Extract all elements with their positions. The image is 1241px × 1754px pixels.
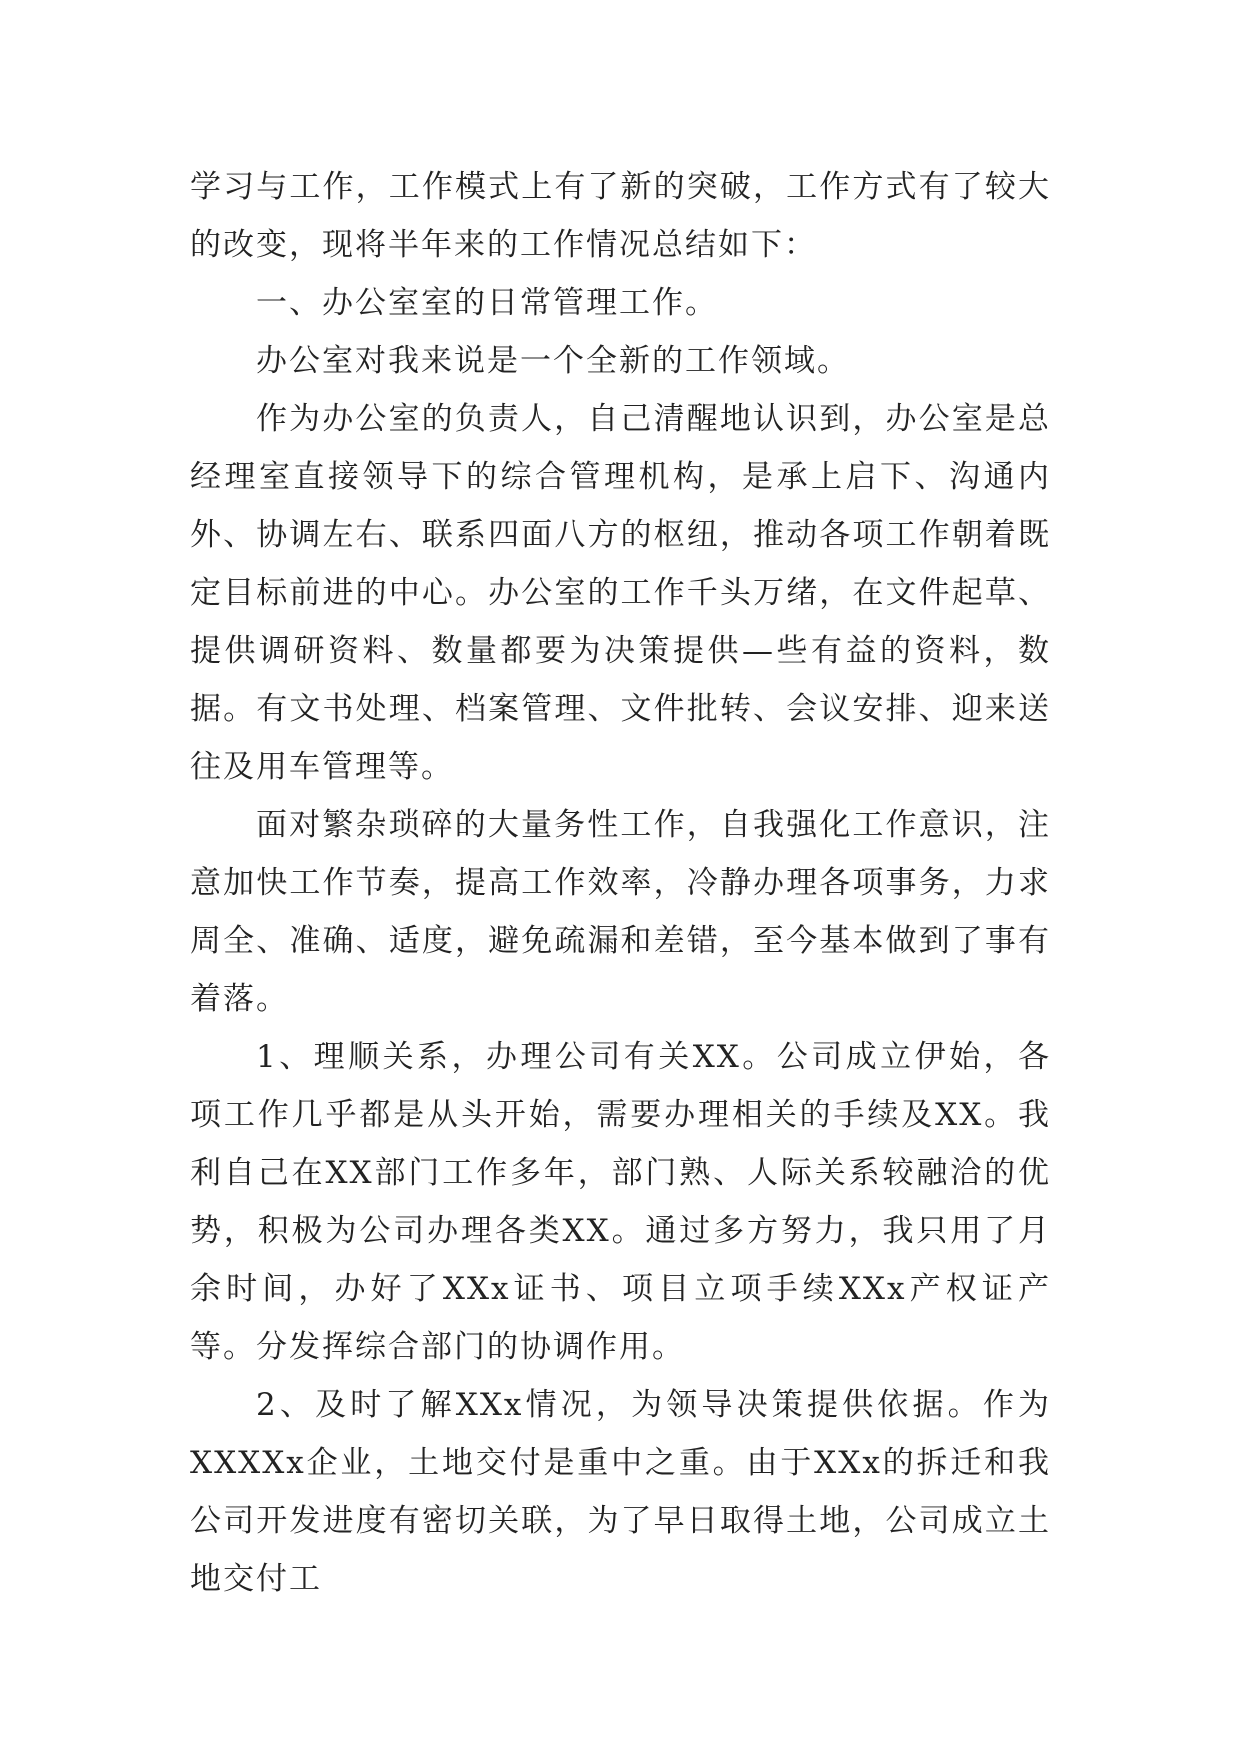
paragraph-item-2: 2、及时了解XXx情况，为领导决策提供依据。作为XXXXx企业，土地交付是重中之重。由于XXx的拆迁和我公司开发进度有密切关联，为了早日取得土地，公司成立土地交付工 [190, 1387, 1051, 1597]
document-body [190, 158, 1051, 1608]
paragraph-office-role: 作为办公室的负责人，自己清醒地认识到，办公室是总经理室直接领导下的综合管理机构，是承上启下、沟通内外、协调左右、联系四面八方的枢纽，推动各项工作朝着既定目标前进的中心。办公室的工作千头万绪，在文件起草、提供调研资料、数量都要为决策提供—些有益的资料，数据。有文书处理、档案管理、文件批转、会议安排、迎来送往及用车管理等。 [190, 401, 1051, 785]
paragraph-work-attitude: 面对繁杂琐碎的大量务性工作，自我强化工作意识，注意加快工作节奏，提高工作效率，冷静办理各项事务，力求周全、准确、适度，避免疏漏和差错，至今基本做到了事有着落。 [190, 807, 1051, 1017]
section-heading-office-management: 一、办公室室的日常管理工作。 [256, 285, 718, 321]
paragraph-intro: 学习与工作，工作模式上有了新的突破，工作方式有了较大的改变，现将半年来的工作情况总结如下： [190, 169, 1051, 263]
paragraph-new-field: 办公室对我来说是一个全新的工作领域。 [256, 343, 850, 379]
paragraph-item-1: 1、理顺关系，办理公司有关XX。公司成立伊始，各项工作几乎都是从头开始，需要办理相关的手续及XX。我利自己在XX部门工作多年，部门熟、人际关系较融洽的优势，积极为公司办理各类XX。通过多方努力，我只用了月余时间，办好了XXx证书、项目立项手续XXx产权证产等。分发挥综合部门的协调作用。 [190, 1039, 1051, 1365]
